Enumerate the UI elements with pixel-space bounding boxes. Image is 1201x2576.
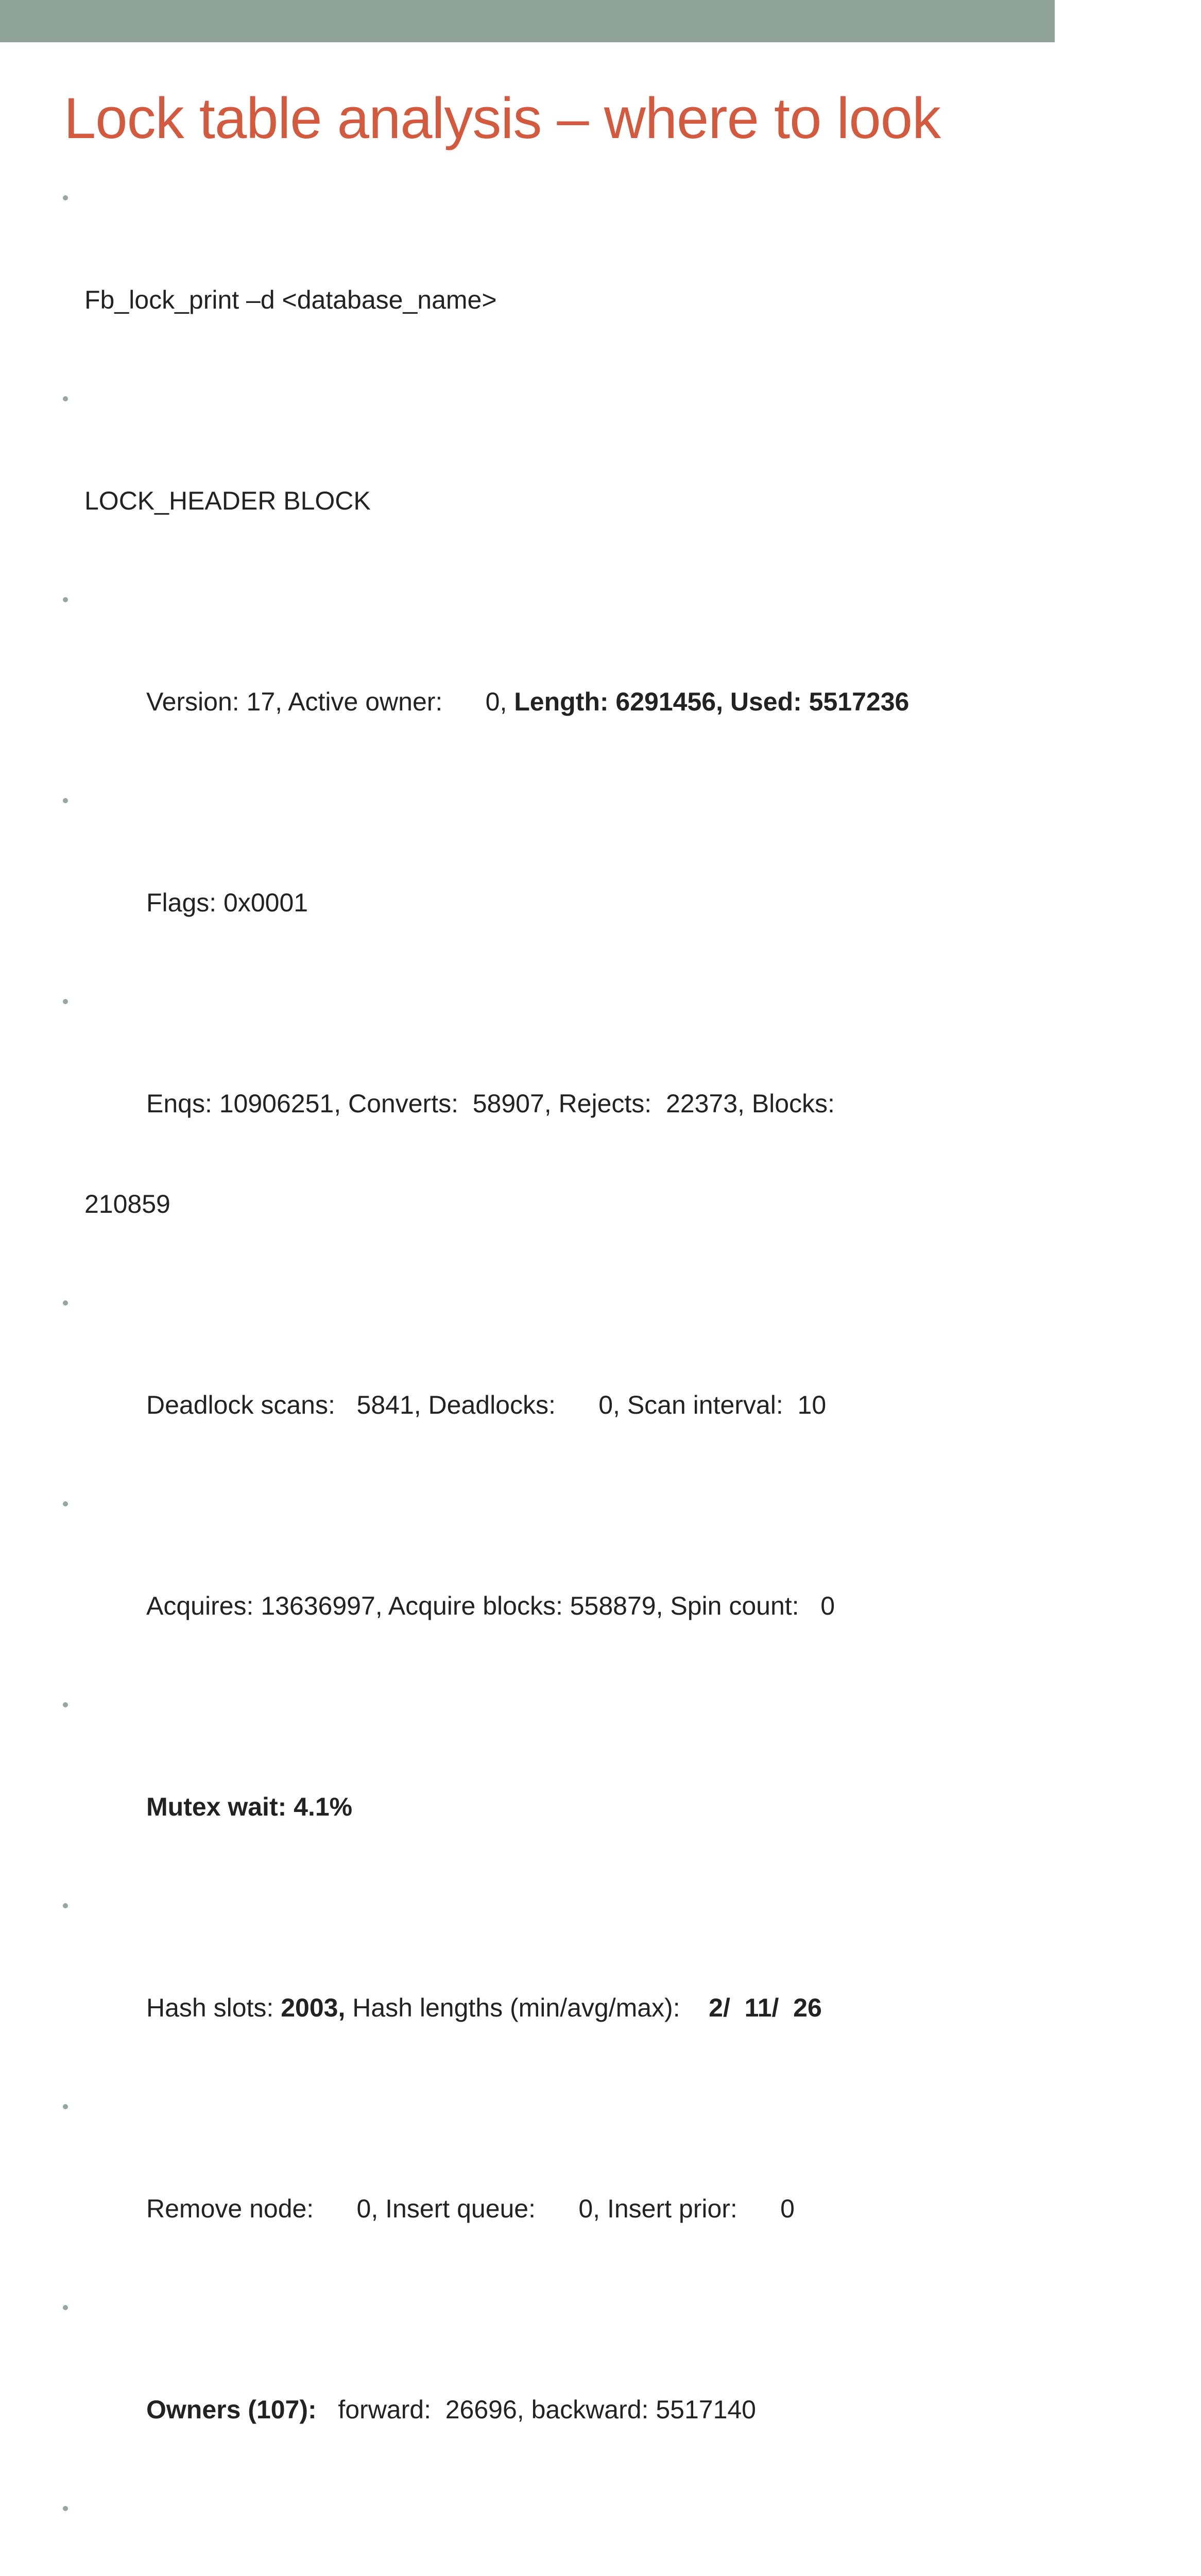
deadlock-text: Deadlock scans: 5841, Deadlocks: 0, Scan interval: 10 [146, 1391, 827, 1419]
bullet-flags [0, 786, 1055, 987]
bullet-mutex [0, 1690, 1055, 1891]
bullet-dot-icon [63, 396, 68, 401]
bullet-dot-icon [63, 1702, 68, 1707]
bullet-owners [0, 2293, 1055, 2494]
bullet-list [0, 183, 1055, 2576]
slide-title: Lock table analysis – where to look [64, 86, 940, 150]
bullet-acquires [0, 1489, 1055, 1690]
hash-slots-value: 2003, [281, 1993, 346, 2022]
bullet-enqs [0, 987, 1055, 1288]
hash-lengths-label: Hash lengths (min/avg/max): [345, 1993, 709, 2022]
lock-header-text: LOCK_HEADER BLOCK [84, 486, 371, 515]
bullet-dot-icon [63, 1501, 68, 1506]
bullet-dot-icon [63, 195, 68, 200]
bullet-dot-icon [63, 1903, 68, 1908]
version-line [146, 685, 1201, 719]
owners-label: Owners (107): [146, 2395, 317, 2424]
bullet-free-owners [0, 2494, 1055, 2576]
bullet-dot-icon [63, 1300, 68, 1306]
flags-text: Flags: 0x0001 [146, 888, 308, 917]
mutex-text: Mutex wait: 4.1% [146, 1792, 353, 1821]
bullet-deadlock [0, 1288, 1055, 1489]
bullet-hash [0, 1891, 1055, 2092]
length-used-text: Length: 6291456, Used: 5517236 [514, 687, 910, 716]
bullet-dot-icon [63, 2104, 68, 2109]
command-text: Fb_lock_print –d <database_name> [84, 285, 497, 314]
remove-node-text: Remove node: 0, Insert queue: 0, Insert prior: 0 [146, 2194, 795, 2223]
bullet-dot-icon [63, 798, 68, 803]
acquires-text: Acquires: 13636997, Acquire blocks: 558879, Spin count: 0 [146, 1591, 835, 1620]
bullet-command [0, 183, 1055, 384]
owners-line [146, 2393, 1201, 2427]
header-band [0, 0, 1055, 42]
enqs-text-line1: Enqs: 10906251, Converts: 58907, Rejects: 22373, Blocks: [146, 1089, 835, 1118]
owners-values: forward: 26696, backward: 5517140 [316, 2395, 756, 2424]
enqs-text-line2: 210859 [84, 1190, 170, 1218]
hash-line [146, 1991, 1201, 2025]
hash-lengths-value: 2/ 11/ 26 [709, 1993, 822, 2022]
version-text: Version: 17, Active owner: 0, [146, 687, 514, 716]
bullet-dot-icon [63, 2305, 68, 2310]
bullet-version [0, 585, 1055, 786]
bullet-lock-header [0, 384, 1055, 585]
hash-slots-label: Hash slots: [146, 1993, 281, 2022]
bullet-dot-icon [63, 999, 68, 1004]
bullet-dot-icon [63, 2506, 68, 2511]
bullet-remove-node [0, 2092, 1055, 2293]
bullet-dot-icon [63, 597, 68, 602]
